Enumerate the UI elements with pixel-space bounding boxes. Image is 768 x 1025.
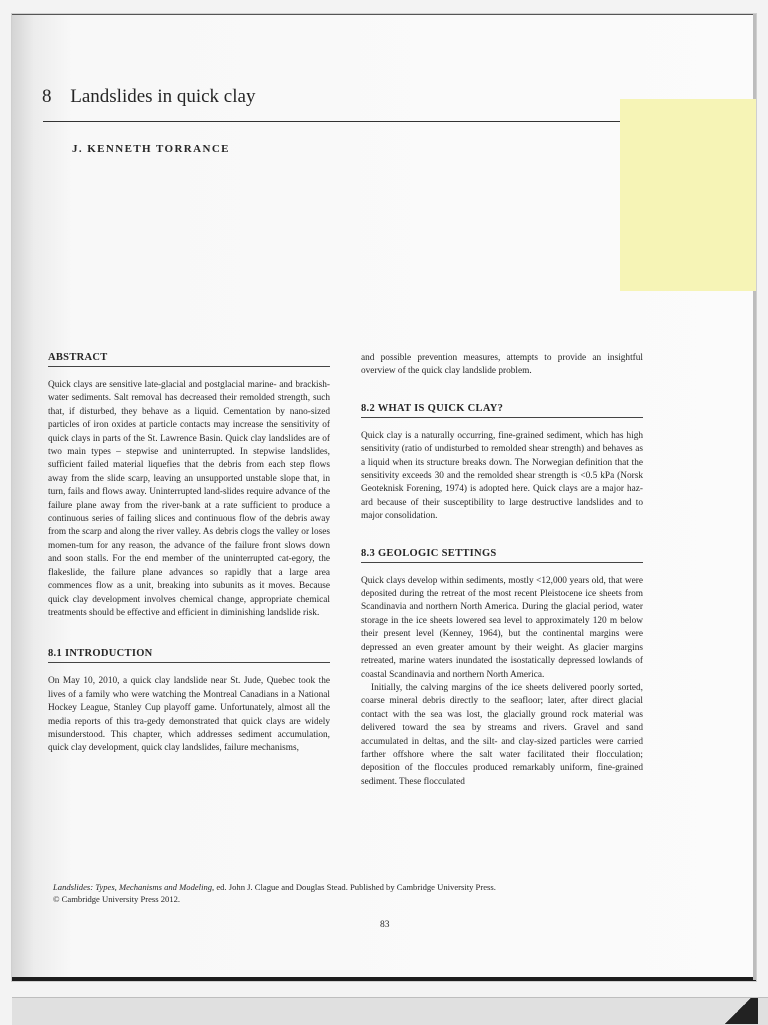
what-is-quick-clay-heading: 8.2 WHAT IS QUICK CLAY? (361, 403, 643, 418)
introduction-heading: 8.1 INTRODUCTION (48, 648, 330, 663)
page-bottom-edge (12, 977, 756, 981)
geologic-settings-paragraph-2: Initially, the calving margins of the ice sheets delivered poorly sorted, coarse mineral debris directly to the seafloor; later, after direct glacial contact with the sea was lost, the glacially ground rock material was delivered toward the sea by streams and rivers. Gravel and sand accumulated in deltas, and the silt- and clay-sized particles were carried farther offshore where the salt water facilitated their flocculation; deposition of the floccules produced remarkably uniform, fine-grained sediment. These flocculated (361, 682, 643, 787)
left-column (48, 352, 330, 756)
page-corner (718, 998, 758, 1024)
next-page-strip (12, 997, 768, 1025)
geologic-settings-heading: 8.3 GEOLOGIC SETTINGS (361, 548, 643, 563)
what-is-quick-clay-text: Quick clay is a naturally occurring, fine-grained sediment, which has high sensitivity (ratio of undisturbed to remolded shear strength) and behaves as a liquid when its structure breaks down. The Norwegian definition that the sensitivity exceeds 30 and the remolded shear strength is <0.5 kPa (Norsk Geoteknisk Forening, 1974) is adopted here. Quick clays are a major haz-ard because of their susceptibility to large destructive landslides and to major consolidation. (361, 430, 643, 522)
credit-text: , ed. John J. Clague and Douglas Stead. Published by Cambridge University Press. (212, 882, 496, 892)
chapter-title: Landslides in quick clay (70, 86, 256, 107)
book-title: Landslides: Types, Mechanisms and Modeling (53, 882, 213, 892)
right-column (361, 352, 643, 789)
page-number: 83 (380, 920, 390, 930)
chapter-number: 8 (42, 86, 52, 107)
chapter-header (42, 86, 255, 108)
copyright: © Cambridge University Press 2012. (53, 894, 181, 904)
geologic-settings-paragraph-1: Quick clays develop within sediments, mostly <12,000 years old, that were deposited during the retreat of the most recent Pleistocene ice sheets from Scandinavia and northern North America. During the glacial period, water storage in the ice sheets lowered sea level to approximately 120 m below their present level (Kenney, 1964), but the continental margins were depressed an even greater amount by their weight. As glacier margins retreated, marine waters inundated the isostatically depressed lowlands of coastal Scandinavia and northern North America. (361, 575, 643, 680)
header-rule (43, 121, 657, 122)
abstract-text: Quick clays are sensitive late-glacial and postglacial marine- and brackish-water sediments. Salt removal has decreased their remolded strength, such that, if disturbed, they behave as a liquid. Cementation by nano-sized particles of iron oxides at particle contacts may increase the sensitivity of quick clays in parts of the St. Lawrence Basin. Quick clay landslides are of two main types – stepwise and uninterrupted. In stepwise landslides, sufficient failed material liquefies that the debris from each step flows away from the slide scarp, leaving an unsupported unstable slope that, in turn, fails and flows away. Uninterrupted land-slides require advance of the failure plane away from the river-bank at a rate sufficient to produce a continuous series of failing slices and continuous flow of the debris away from the scarp and along the river valley. As debris clogs the valley or loses momen-tum for any reason, the advance of the failure front slows down and soon stalls. For the end member of the uninterrupted cat-egory, the flakeslide, the failure plane advances so rapidly that a large area commences flow as a unit, breaking into subunits as it moves. Because quick clay development involves chemical change, appropriate chemical treatments should be effective and efficient in diminishing landslide risk. (48, 380, 330, 618)
footer-credit (53, 881, 496, 905)
introduction-text: On May 10, 2010, a quick clay landslide near St. Jude, Quebec took the lives of a family who were watching the Montreal Canadians in a National Hockey League, Stanley Cup playoff game. Unfortunately, almost all the media reports of this tra-gedy demonstrated that quick clays are widely misunderstood. This chapter, which addresses sediment accumulation, quick clay development, quick clay landslides, failure mechanisms, (48, 676, 330, 754)
abstract-heading: ABSTRACT (48, 352, 330, 367)
author-name: J. KENNETH TORRANCE (72, 143, 230, 155)
introduction-continuation: and possible prevention measures, attempts to provide an insightful overview of the quick clay landslide problem. (361, 353, 643, 377)
sticky-note (620, 99, 756, 291)
